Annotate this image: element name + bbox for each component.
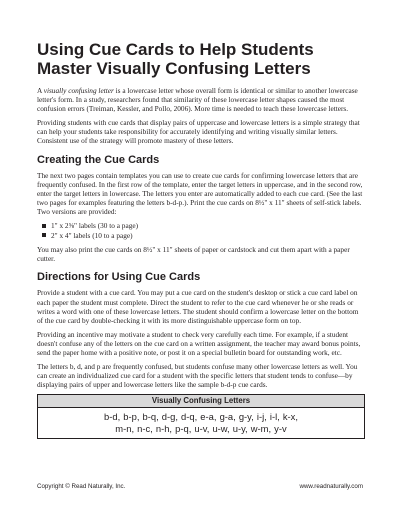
footer-copyright: Copyright © Read Naturally, Inc.: [37, 483, 126, 490]
bullet-icon: [42, 233, 46, 237]
page-title: [37, 40, 363, 78]
intro-paragraph-1: A visually confusing letter is a lowercase letter whose overall form is identical or similar to another lowercase letter's form. In a study, researchers found that similarity of these lowercase letter shapes caused the most confusion errors (Treiman, Kessler, and Pollo, 2006). More time is needed to teach these lowercase letters.: [37, 86, 358, 114]
letter-pairs-line-1: b-d, b-p, b-q, d-g, d-q, e-a, g-a, g-y, i-j, i-l, k-x,: [104, 411, 298, 423]
label-size-list: [37, 221, 363, 240]
creating-paragraph-2: You may also print the cue cards on 8½" x 11" sheets of paper or cardstock and cut them apart with a paper cutter.: [37, 245, 350, 264]
section-heading-directions: Directions for Using Cue Cards: [37, 271, 201, 284]
table-body: [38, 408, 364, 438]
creating-paragraph-1: The next two pages contain templates you can use to create cue cards for confirming lowercase letters that are frequently confused. In the first row of the template, enter the target letters in uppercase, and in the second row, enter the target letters in lowercase. The letters you enter are automatically added to each cue card. (See the last two pages for examples featuring the letters b-d-p.). Print the cue cards on 8½" x 11" sheets of self-stick labels. Two versions are provided:: [37, 170, 363, 216]
directions-paragraph-1: Provide a student with a cue card. You may put a cue card on the student's desktop or stick a cue card label on each paper the student must complete. Direct the student to refer to the cue card whenever he or she reads or writes a word with one of these lowercase letters. The student should confirm a lowercase letter on the bottom of the cue card by double-checking it with its more distinguishable uppercase form on top.: [37, 288, 359, 325]
document-page: [37, 40, 363, 439]
directions-paragraph-3: The letters b, d, and p are frequently confused, but students confuse many other lowercase letters as well. You can create an individualized cue card for a student with the specific letters that student tends to confuse—by displaying pairs of upper and lowercase letters like the sample b-d-p cue cards.: [37, 362, 358, 390]
intro-emphasis: visually confusing letter: [43, 86, 114, 95]
footer-website: www.readnaturally.com: [299, 483, 363, 490]
list-item: 1" x 2⅝" labels (30 to a page): [51, 221, 363, 231]
directions-paragraph-2: Providing an incentive may motivate a student to check very carefully each time. For example, if a student doesn't confuse any of the letters on the cue card on a written assignment, the teacher may award bonus points, send the paper home with a positive note, or post it on a special bulletin board for outstanding work, etc.: [37, 329, 361, 357]
section-heading-creating: Creating the Cue Cards: [37, 153, 160, 166]
list-item: 2" x 4" labels (10 to a page): [51, 231, 363, 241]
table-heading: Visually Confusing Letters: [38, 395, 364, 408]
title-line-1: Using Cue Cards to Help Students: [37, 40, 314, 59]
intro-paragraph-2: Providing students with cue cards that display pairs of uppercase and lowercase letters is a simple strategy that can help your students take responsibility for accurately identifying and writing visually similar letters. Consistent use of the strategy will promote mastery of these letters.: [37, 118, 360, 146]
title-line-2: Master Visually Confusing Letters: [37, 59, 311, 78]
confusing-letters-table: [37, 394, 365, 439]
bullet-icon: [42, 224, 46, 228]
letter-pairs-line-2: m-n, n-c, n-h, p-q, u-v, u-w, u-y, w-m, y-v: [115, 423, 287, 435]
